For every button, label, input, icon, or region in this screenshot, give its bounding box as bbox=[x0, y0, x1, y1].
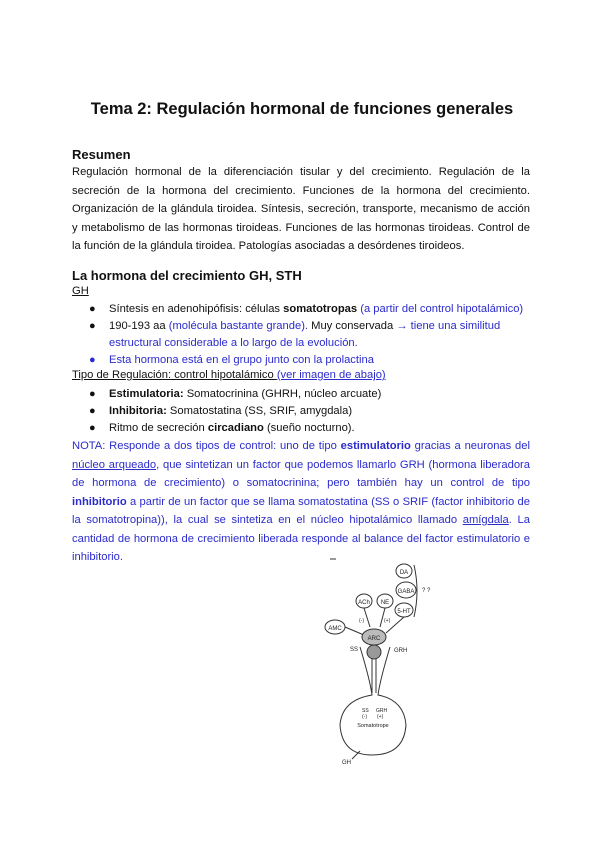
ht-label: 5-HT bbox=[397, 609, 411, 615]
ach-line bbox=[364, 608, 370, 627]
grh-label: GRH bbox=[394, 648, 408, 654]
plus-label: (+) bbox=[384, 618, 391, 624]
minus-label: (-) bbox=[359, 618, 364, 624]
resumen-text: Regulación hormonal de la diferenciación tisular y del crecimiento. Regulación de la secreción de la hormona del crecimiento. Funciones de la hormona del crecimiento. Organización de la glándula tiroidea. Síntesis, secreción, transporte, mecanismo de acción y metabolismo de las hormonas tiroideas. Funciones de las hormonas tiroideas. Control de la función de la glándula tiroidea. Patologías asociadas a desórdenes tiroideos. bbox=[72, 166, 530, 252]
list-item: ● Inhibitoria: Somatostatina (SS, SRIF, amygdala) bbox=[89, 405, 353, 417]
page-title: Tema 2: Regulación hormonal de funciones generales bbox=[90, 100, 514, 118]
grh2-label: GRH bbox=[376, 708, 388, 714]
ach-label: ACh bbox=[358, 600, 370, 606]
neuron-cluster bbox=[367, 645, 381, 659]
ss2-label: SS bbox=[362, 708, 369, 714]
regulacion-label: Tipo de Regulación: control hipotalámico (ver imagen de abajo) bbox=[72, 369, 386, 381]
gh-heading: La hormona del crecimiento GH, STH bbox=[72, 268, 302, 283]
minus2-label: (-) bbox=[362, 714, 367, 720]
da-label: DA bbox=[399, 570, 409, 576]
gh-label: GH bbox=[342, 760, 351, 765]
list-item: ● 190-193 aa (molécula bastante grande). Muy conservada → tiene una similitud estructural considerable a lo largo de la evolución. bbox=[89, 320, 501, 349]
amc-label: AMC bbox=[328, 626, 342, 632]
list-item: ● Estimulatoria: Somatocrinina (GHRH, núcleo arcuate) bbox=[89, 388, 382, 400]
ss-label: SS bbox=[350, 647, 359, 653]
pituitary-outline bbox=[340, 647, 406, 755]
list-item: ● Síntesis en adenohipófisis: células somatotropas (a partir del control hipotalámico) bbox=[89, 303, 524, 315]
gaba-label: GABA bbox=[397, 589, 415, 595]
plus2-label: (+) bbox=[377, 714, 384, 720]
ne-label: NE bbox=[380, 600, 390, 606]
gh-control-diagram bbox=[312, 555, 452, 765]
amc-line bbox=[345, 627, 364, 635]
regulacion-bullet-list bbox=[72, 386, 532, 437]
gh-subheading: GH bbox=[72, 285, 89, 297]
unknown-label: ? ? bbox=[422, 588, 431, 594]
somatotrope-label: Somatotrope bbox=[357, 723, 389, 729]
list-item: ● Esta hormona está en el grupo junto con la prolactina bbox=[89, 354, 374, 366]
image-reference-link[interactable]: (ver imagen de abajo) bbox=[276, 369, 386, 381]
arc-label: ARC bbox=[367, 636, 381, 642]
resumen-heading: Resumen bbox=[72, 147, 131, 162]
list-item: ● Ritmo de secreción circadiano (sueño nocturno). bbox=[89, 422, 355, 434]
nota-paragraph: NOTA: Responde a dos tipos de control: uno de tipo estimulatorio gracias a neuronas del núcleo arqueado, que sintetizan un factor que podemos llamarlo GRH (hormona liberadora de hormona de crecimiento) o somatocrinina; pero también hay un control de tipo inhibitorio a partir de un factor que se llama somatostatina (SS o SRIF (factor inhibitorio de la somatotropina)), la cual se sintetiza en el núcleo hipotalámico llamado amígdala. La cantidad de hormona de crecimiento liberada responde al balance del factor estimulatorio e inhibitorio. bbox=[72, 440, 530, 563]
gh-bullet-list bbox=[72, 301, 532, 369]
